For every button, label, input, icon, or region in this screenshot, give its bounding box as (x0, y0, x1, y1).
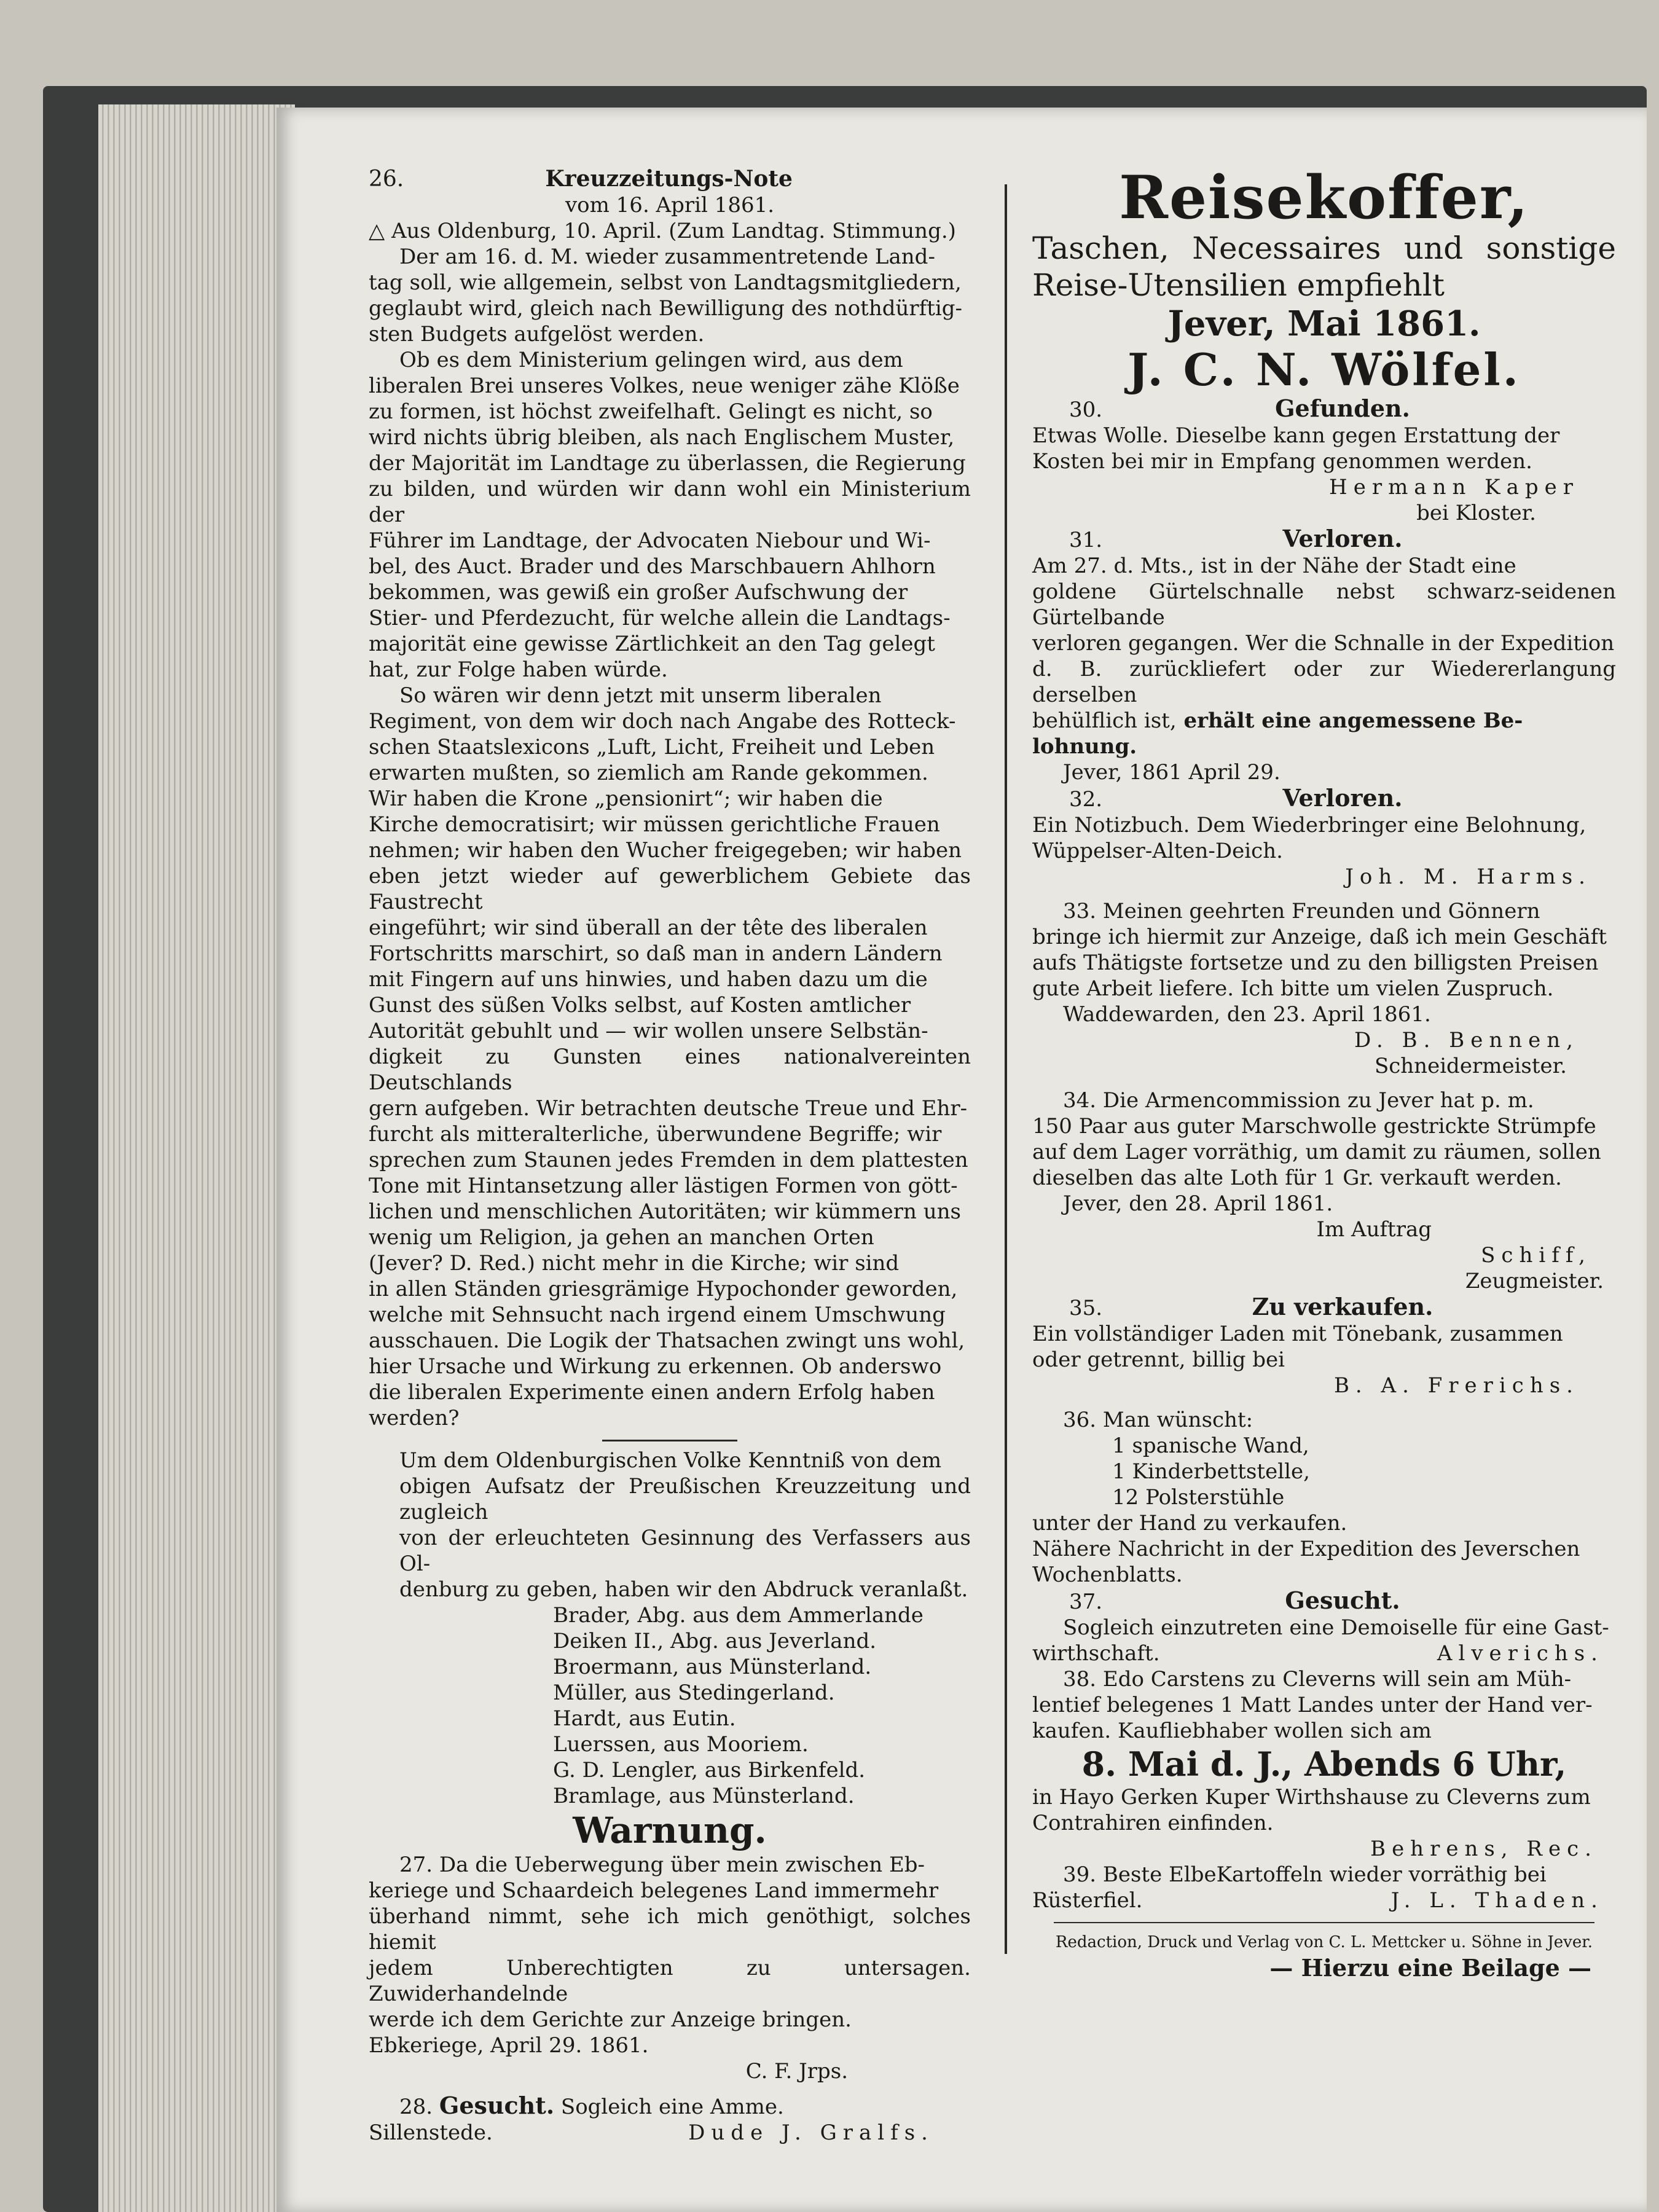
text-line: gern aufgeben. Wir betrachten deutsche Treue und Ehr- (369, 1096, 968, 1121)
text-line: welche mit Sehnsucht nach irgend einem Umschwung (369, 1303, 946, 1327)
text-line: liberalen Brei unseres Volkes, neue weniger zähe Klöße (369, 374, 960, 398)
ad-32-header: 32. Verloren. (1069, 784, 1403, 812)
header-row (369, 166, 971, 192)
text-line: von der erleuchteten Gesinnung des Verfassers aus Ol- (399, 1526, 971, 1576)
text-line: lentief belegenes 1 Matt Landes unter der Hand ver- (1032, 1693, 1593, 1717)
ad-33-text (1032, 898, 1616, 1002)
text-line: denburg zu geben, haben wir den Abdruck veranlaßt. (399, 1577, 968, 1602)
page-number: 26. (369, 167, 404, 192)
ad-38-text-2 (1032, 1784, 1616, 1836)
signatory: G. D. Lengler, aus Birkenfeld. (553, 1758, 866, 1783)
text-line: nehmen; wir haben den Wucher freigegeben; wir haben (369, 838, 962, 863)
ad-38-date: 8. Mai d. J., Abends 6 Uhr, (1081, 1744, 1567, 1784)
page-edges (98, 104, 295, 2212)
signatory-list (369, 1602, 971, 1809)
text-line: Wochenblatts. (1032, 1563, 1183, 1587)
text-line: unter der Hand zu verkaufen. (1032, 1511, 1347, 1535)
text-line: in allen Ständen griesgrämige Hypochonder geworden, (369, 1277, 958, 1301)
text-line: (Jever? D. Red.) nicht mehr in die Kirche; wir sind (369, 1251, 900, 1276)
ad-37-header: 37. Gesucht. (1069, 1586, 1400, 1614)
warnung-heading: Warnung. (573, 1810, 767, 1851)
text-line: ausschauen. Die Logik der Thatsachen zwingt uns wohl, (369, 1328, 965, 1353)
section-rule (602, 1440, 737, 1441)
text-line: geglaubt wird, gleich nach Bewilligung des nothdürftig- (369, 296, 963, 321)
text-line: So wären wir denn jetzt mit unserm liberalen (399, 683, 882, 708)
warnung-text (369, 1852, 971, 2033)
ad-37-signature: Alverichs. (1437, 1641, 1604, 1666)
right-column: Reisekoffer, Taschen, Necessaires und sonstige Reise-Utensilien empfiehlt Jever, Mai 1861. J. C. N. Wölfel. 30. Gefunden. Etwas Wolle. Dieselbe kann gegen Erstattung der Kosten bei mir in Empfang genommen werden. Hermann Kaper bei Kloster. 31. Verloren. Am 27. d. Mts., ist in der Nähe der Stadt eine goldene Gürtelschnalle nebst schwarz-seidenen Gürtelbande verloren gegangen. Wer die Schnalle in der Expedition d. B. zurückliefert oder zur Wiedererlangung derselben behülflich ist, erhält eine angemessene Be- lohnung. Jever, 1861 April 29. 32. Verloren. Ein Notizbuch. Dem Wiederbringer eine Belohnung, Wüppelser-Alten-Deich. Joh. M. Harms. 33. Meinen geehrten Freunden und Gönnern bringe ich hiermit zur Anzeige, daß ich mein Geschäft aufs Thätigste fortsetze und zu den billigsten Preisen gute Arbeit liefere. Ich bitte um vielen Zuspruch. Waddewarden, den 23. April 1861. D. B. Bennen, Schneidermeister. 34. Die Armencommission zu Jever hat p. m. 150 Paar aus guter Marschwolle gestrickte Strümpfe auf dem Lager vorräthig, um damit zu räumen, sollen dieselben das alte Loth für 1 Gr. verkauft werden. Jever, den 28. April 1861. Im Auftrag Schiff, Zeugmeister. 35. Zu verkaufen. Ein vollständiger Laden mit Tönebank, zusammen oder getrennt, billig bei B. A. Frerichs. 36. Man wünscht: 1 spanische Wand, 1 Kinderbettstelle, 12 Polsterstühle unter der Hand zu verkaufen. Nähere Nachricht in der Expedition des Jeverschen Wochenblatts. 37. Gesucht. Sogleich einzutreten eine Demoiselle für eine Gast- wirthschaft. Alverichs. 38. Edo Carstens zu Cleverns will sein am Müh- lentief belegenes 1 Matt Landes unter der Hand ver- kaufen. Kaufliebhaber wollen sich am 8. Mai d. J., Abends 6 Uhr, in Hayo Gerken Kuper Wirthshause zu Cleverns zum Contrahiren einfinden. Behrens, Rec. 39. Beste ElbeKartoffeln wieder vorräthig bei Rüsterfiel. J. L. Thaden. Redaction, Druck und Verlag von C. L. Mettcker u. Söhne in Jever. — Hierzu eine Beilage — (1032, 163, 1616, 1982)
text-line: Wüppelser-Alten-Deich. (1032, 839, 1283, 863)
text-line: majorität eine gewisse Zärtlichkeit an den Tag gelegt (369, 632, 935, 656)
appeal-paragraph (369, 1448, 971, 1602)
ad-31-text (1032, 553, 1616, 734)
ad-reisekoffer-sub-1: Taschen, Necessaires und sonstige (1032, 230, 1616, 266)
ad-31-reward: lohnung. (1032, 734, 1137, 759)
footer-rule (1054, 1922, 1594, 1923)
text-line: Stier- und Pferdezucht, für welche allein die Landtags- (369, 606, 951, 630)
ad-28-signature: Dude J. Gralfs. (688, 2120, 934, 2145)
text-line: Kirche democratisirt; wir müssen gerichtliche Frauen (369, 812, 940, 837)
signatory: Luerssen, aus Mooriem. (553, 1732, 809, 1757)
text-line: sten Budgets aufgelöst werden. (369, 322, 705, 347)
warnung-signature: C. F. Jrps. (745, 2059, 848, 2084)
beilage-notice: — Hierzu eine Beilage — (1269, 1954, 1591, 1982)
text-line: 27. Da die Ueberwegung über mein zwischen Eb- (399, 1853, 925, 1877)
text-line: Nähere Nachricht in der Expedition des Jeverschen (1032, 1537, 1580, 1561)
ad-32-text (1032, 812, 1616, 864)
text-line: die liberalen Experimente einen andern Erfolg haben (369, 1380, 935, 1405)
text-line: Etwas Wolle. Dieselbe kann gegen Erstattung der (1032, 423, 1560, 448)
article-subtitle: vom 16. April 1861. (565, 193, 775, 218)
warnung-date: Ebkeriege, April 29. 1861. (369, 2033, 649, 2058)
text-line: Um dem Oldenburgischen Volke Kenntniß von dem (399, 1448, 942, 1473)
ad-30-signature: Hermann Kaper (1329, 475, 1579, 500)
article-title: Kreuzzeitungs-Note (545, 166, 793, 192)
text-line: jedem Unberechtigten zu untersagen. Zuwiderhandelnde (369, 1956, 971, 2006)
text-line: werde ich dem Gerichte zur Anzeige bringen. (369, 2007, 852, 2032)
ad-39-signature: J. L. Thaden. (1390, 1888, 1604, 1913)
text-line: Regiment, von dem wir doch nach Angabe des Rotteck- (369, 709, 956, 734)
ad-39-text: 39. Beste ElbeKartoffeln wieder vorräthig bei (1063, 1862, 1547, 1887)
text-line: Am 27. d. Mts., ist in der Nähe der Stadt eine (1032, 554, 1516, 578)
text-line: keriege und Schaardeich belegenes Land immermehr (369, 1878, 939, 1903)
signatory: Deiken II., Abg. aus Jeverland. (553, 1629, 877, 1653)
text-line: gute Arbeit liefere. Ich bitte um vielen Zuspruch. (1032, 976, 1554, 1001)
text-line: überhand nimmt, sehe ich mich genöthigt, solches hiemit (369, 1904, 971, 1955)
paragraph (369, 683, 971, 1431)
text-line: 33. Meinen geehrten Freunden und Gönnern (1063, 899, 1540, 924)
ad-34-date: Jever, den 28. April 1861. (1063, 1191, 1333, 1216)
text-line: eingeführt; wir sind überall an der tête des liberalen (369, 916, 928, 940)
text-line: Wir haben die Krone „pensionirt“; wir haben die (369, 786, 883, 811)
text-line: kaufen. Kaufliebhaber wollen sich am (1032, 1719, 1432, 1743)
text-line: der Majorität im Landtage zu überlassen, die Regierung (369, 451, 966, 476)
ad-38-text (1032, 1666, 1616, 1744)
ad-34-text (1032, 1088, 1616, 1191)
text-line: Tone mit Hintansetzung aller lästigen Formen von gött- (369, 1174, 958, 1198)
signatory: Bramlage, aus Münsterland. (553, 1784, 855, 1808)
text-line: furcht als mitteralterliche, überwundene Begriffe; wir (369, 1122, 942, 1147)
ad-reisekoffer-date: Jever, Mai 1861. (1167, 304, 1481, 344)
text-line: aufs Thätigste fortsetze und zu den billigsten Preisen (1032, 951, 1599, 975)
ad-31-date: Jever, 1861 April 29. (1063, 760, 1281, 785)
signatory: Müller, aus Stedingerland. (553, 1681, 835, 1705)
text-line: bel, des Auct. Brader und des Marschbauern Ahlhorn (369, 554, 936, 579)
ad-36-items (1032, 1433, 1616, 1510)
text-line: Autorität gebuhlt und — wir wollen unsere Selbstän- (369, 1019, 928, 1043)
ad-28-heading: Gesucht. (439, 2092, 555, 2119)
text-line: behülflich ist, erhält eine angemessene Be- (1032, 708, 1523, 733)
ad-36-text (1032, 1510, 1616, 1588)
text-line: Ein vollständiger Laden mit Tönebank, zusammen (1032, 1322, 1563, 1346)
text-line: 34. Die Armencommission zu Jever hat p. m. (1063, 1088, 1534, 1113)
text-line: sprechen zum Staunen jedes Fremden in dem plattesten (369, 1148, 968, 1172)
text-line: wirthschaft. (1032, 1641, 1160, 1666)
text-line: Gunst des süßen Volks selbst, auf Kosten amtlicher (369, 993, 911, 1018)
ad-35-header: 35. Zu verkaufen. (1069, 1293, 1433, 1320)
text-line: mit Fingern auf uns hinwies, und haben dazu um die (369, 967, 928, 992)
text-line: tag soll, wie allgemein, selbst von Landtagsmitgliedern, (369, 270, 962, 295)
list-item: 1 Kinderbettstelle, (1112, 1459, 1310, 1484)
list-item: 12 Polsterstühle (1112, 1485, 1285, 1510)
text-line: wird nichts übrig bleiben, als nach Englischem Muster, (369, 425, 955, 450)
ad-28 (369, 2093, 971, 2120)
paragraph (369, 347, 971, 683)
text-line: werden? (369, 1406, 460, 1430)
text-line: dieselben das alte Loth für 1 Gr. verkauft werden. (1032, 1166, 1562, 1190)
text-line: bringe ich hiermit zur Anzeige, daß ich mein Geschäft (1032, 925, 1607, 949)
text-line: Führer im Landtage, der Advocaten Niebour und Wi- (369, 528, 931, 553)
text-line: goldene Gürtelschnalle nebst schwarz-seidenen Gürtelbande (1032, 579, 1616, 630)
text-line: lichen und menschlichen Autoritäten; wir kümmern uns (369, 1199, 961, 1224)
text-line: digkeit zu Gunsten eines nationalvereinten Deutschlands (369, 1045, 971, 1095)
text-line: hat, zur Folge haben würde. (369, 657, 668, 682)
text-line: obigen Aufsatz der Preußischen Kreuzzeitung und zugleich (399, 1474, 971, 1524)
ad-28-number: 28. (399, 2095, 433, 2119)
text-line: Fortschritts marschirt, so daß man in andern Ländern (369, 941, 943, 966)
ad-reisekoffer-firm: J. C. N. Wölfel. (1128, 343, 1521, 396)
text-line: Sogleich einzutreten eine Demoiselle für eine Gast- (1063, 1615, 1609, 1640)
ad-28-place: Sillenstede. (369, 2120, 493, 2145)
text-line: auf dem Lager vorräthig, um damit zu räumen, sollen (1032, 1140, 1601, 1164)
ad-reisekoffer-sub-2: Reise-Utensilien empfiehlt (1032, 267, 1445, 303)
text-line: 150 Paar aus guter Marschwolle gestrickte Strümpfe (1032, 1114, 1596, 1139)
text-line: Ein Notizbuch. Dem Wiederbringer eine Belohnung, (1032, 813, 1586, 837)
text-line: wenig um Religion, ja gehen an manchen Orten (369, 1225, 874, 1250)
ad-36-intro: 36. Man wünscht: (1063, 1408, 1253, 1432)
text-line: eben jetzt wieder auf gewerblichem Gebiete das Faustrecht (369, 864, 971, 914)
left-column (369, 166, 971, 2146)
imprint: Redaction, Druck und Verlag von C. L. Mettcker u. Söhne in Jever. (1055, 1933, 1593, 1951)
ad-35-signature: B. A. Frerichs. (1333, 1373, 1579, 1398)
text-line: oder getrennt, billig bei (1032, 1347, 1285, 1372)
text-line: Contrahiren einfinden. (1032, 1811, 1274, 1835)
paragraph (369, 244, 971, 347)
ad-33-signature: D. B. Bennen, (1354, 1028, 1579, 1053)
ad-39-footer: Rüsterfiel. J. L. Thaden. (1032, 1888, 1616, 1913)
text-line: Ob es dem Ministerium gelingen wird, aus dem (399, 348, 903, 372)
text-line: Kosten bei mir in Empfang genommen werden. (1032, 449, 1532, 474)
ad-reisekoffer-title: Reisekoffer, (1119, 163, 1529, 232)
text-line: verloren gegangen. Wer die Schnalle in der Expedition (1032, 631, 1615, 656)
text-line: in Hayo Gerken Kuper Wirthshause zu Cleverns zum (1032, 1785, 1591, 1810)
signatory: Broermann, aus Münsterland. (553, 1655, 872, 1679)
ad-32-signature: Joh. M. Harms. (1345, 865, 1591, 889)
ad-30-text (1032, 423, 1616, 474)
article-body (369, 244, 971, 1431)
text-line: hier Ursache und Wirkung zu erkennen. Ob anderswo (369, 1354, 942, 1379)
text-line: schen Staatslexicons „Luft, Licht, Freiheit und Leben (369, 735, 935, 759)
ad-30-header: 30. Gefunden. (1069, 394, 1410, 422)
ad-38-signature: Behrens, Rec. (1370, 1837, 1598, 1861)
ad-35-text (1032, 1321, 1616, 1373)
ad-31-header: 31. Verloren. (1069, 525, 1403, 552)
text-line: bekommen, was gewiß ein großer Aufschwung der (369, 580, 908, 605)
ad-31-reward-start: erhält eine angemessene Be- (1176, 708, 1523, 733)
ad-28-footer (369, 2120, 971, 2146)
text-line: 38. Edo Carstens zu Cleverns will sein am Müh- (1063, 1667, 1572, 1692)
text-line: zu formen, ist höchst zweifelhaft. Gelingt es nicht, so (369, 399, 933, 424)
signatory: Hardt, aus Eutin. (553, 1706, 736, 1731)
text-line: erwarten mußten, so ziemlich am Rande gekommen. (369, 761, 928, 785)
list-item: 1 spanische Wand, (1112, 1433, 1309, 1458)
signatory: Brader, Abg. aus dem Ammerlande (553, 1603, 924, 1628)
ad-34-signature: Schiff, (1481, 1243, 1591, 1268)
dateline: △ Aus Oldenburg, 10. April. (Zum Landtag. Stimmung.) (369, 219, 956, 243)
text-line: zu bilden, und würden wir dann wohl ein Ministerium der (369, 477, 971, 527)
text-line: Der am 16. d. M. wieder zusammentretende Land- (399, 245, 935, 269)
ad-28-text: Sogleich eine Amme. (560, 2095, 784, 2119)
ad-33-date: Waddewarden, den 23. April 1861. (1063, 1002, 1431, 1027)
text-line: d. B. zurückliefert oder zur Wiedererlangung derselben (1032, 657, 1616, 707)
column-divider (1005, 184, 1007, 1954)
